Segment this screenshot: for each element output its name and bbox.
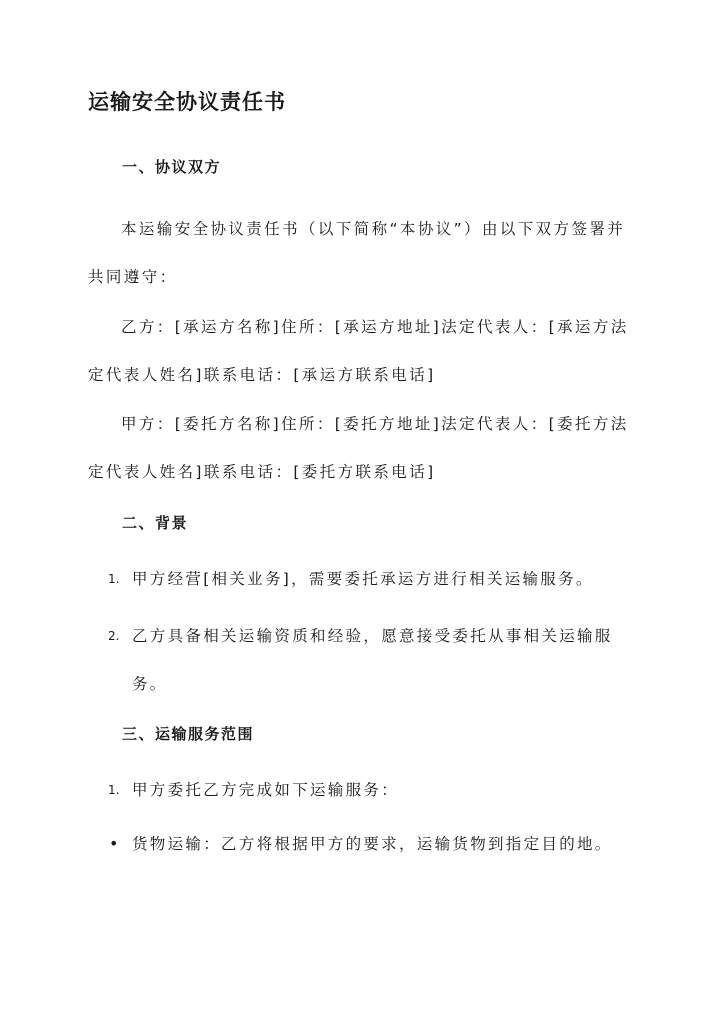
- paragraph-party-b: 乙方：[承运方名称]住所：[承运方地址]法定代表人：[承运方法定代表人姓名]联系电话：[承运方联系电话]: [88, 318, 629, 384]
- list-item-text: 货物运输：乙方将根据甲方的要求，运输货物到指定目的地。: [132, 835, 613, 853]
- list-number: 2.: [108, 629, 120, 643]
- section-heading-parties: 一、协议双方: [122, 158, 222, 176]
- section-heading-background: 二、背景: [122, 514, 189, 532]
- list-item-text: 甲方经营[相关业务]，需要委托承运方进行相关运输服务。: [132, 570, 594, 588]
- list-item-text: 甲方委托乙方完成如下运输服务：: [132, 781, 400, 799]
- paragraph-party-a: 甲方：[委托方名称]住所：[委托方地址]法定代表人：[委托方法定代表人姓名]联系电话：[委托方联系电话]: [88, 415, 629, 481]
- document-title: 运输安全协议责任书: [88, 89, 286, 114]
- list-number: 1.: [108, 572, 120, 586]
- paragraph-intro: 本运输安全协议责任书（以下简称“本协议”）由以下双方签署并共同遵守：: [88, 220, 626, 286]
- section-heading-scope: 三、运输服务范围: [122, 725, 255, 743]
- list-item-text: 乙方具备相关运输资质和经验，愿意接受委托从事相关运输服务。: [132, 627, 613, 693]
- list-number: 1.: [108, 783, 120, 797]
- bullet-marker: •: [109, 834, 119, 853]
